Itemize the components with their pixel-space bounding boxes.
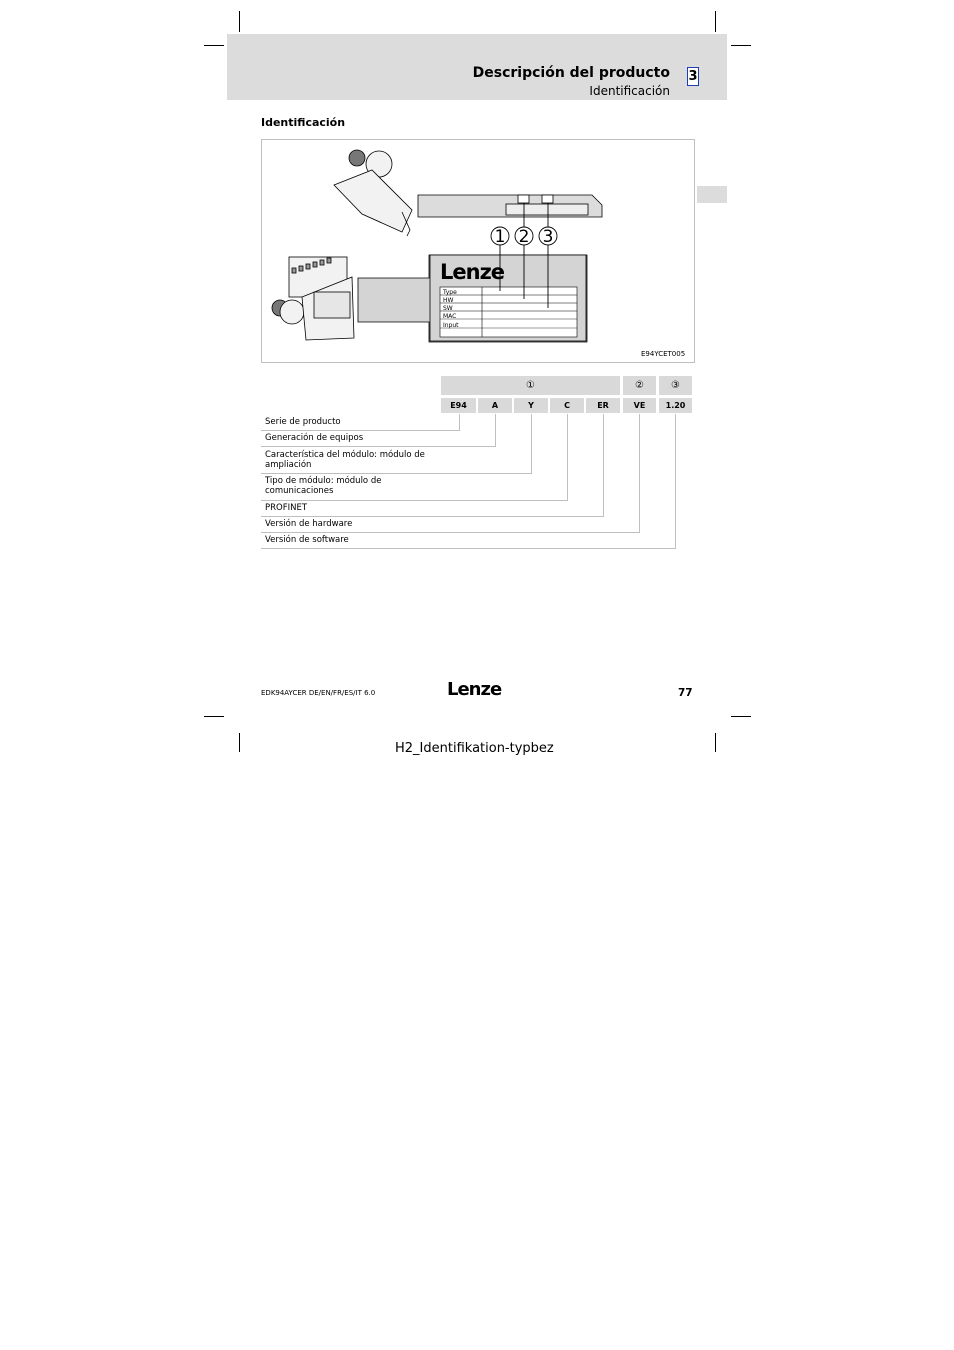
nameplate-row-mac: MAC bbox=[443, 313, 457, 320]
leader-v-7 bbox=[675, 414, 676, 549]
code-cell-y: Y bbox=[514, 398, 548, 413]
code-cell-e94: E94 bbox=[441, 398, 476, 413]
callout-3: 3 bbox=[542, 227, 554, 247]
group-mark-1: ① bbox=[526, 380, 535, 391]
figure-caption: E94YCET005 bbox=[641, 350, 686, 358]
section-title: Identificación bbox=[261, 116, 346, 129]
leader-h-1 bbox=[261, 430, 460, 431]
code-cell-a: A bbox=[478, 398, 512, 413]
row-label-product-series: Serie de producto bbox=[265, 417, 341, 427]
callout-2: 2 bbox=[518, 227, 530, 247]
footer-logo: Lenze bbox=[447, 679, 502, 700]
leader-h-5 bbox=[261, 516, 604, 517]
crop-mark-top-right-h bbox=[731, 45, 751, 46]
chapter-number-badge: 3 bbox=[688, 69, 698, 84]
upper-module-drawing bbox=[334, 150, 412, 236]
label-strip bbox=[418, 195, 602, 217]
lower-module-drawing bbox=[272, 257, 354, 340]
callout-1: 1 bbox=[494, 227, 506, 247]
row-label-software-version: Versión de software bbox=[265, 535, 349, 545]
leader-v-2 bbox=[495, 414, 496, 447]
crop-mark-bottom-right-h bbox=[731, 716, 751, 717]
group-mark-3: ③ bbox=[671, 380, 680, 391]
module-nameplate-illustration bbox=[262, 140, 694, 362]
crop-mark-top-right-v bbox=[715, 11, 716, 32]
row-label-hardware-version: Versión de hardware bbox=[265, 519, 353, 529]
leader-v-1 bbox=[459, 414, 460, 431]
chapter-title: Descripción del producto bbox=[472, 65, 670, 81]
row-label-profinet: PROFINET bbox=[265, 503, 308, 513]
file-label: H2_Identifikation-typbez bbox=[395, 741, 554, 756]
code-cell-er: ER bbox=[586, 398, 620, 413]
leader-v-5 bbox=[603, 414, 604, 517]
crop-mark-bottom-right-v bbox=[715, 733, 716, 752]
leader-v-3 bbox=[531, 414, 532, 474]
leader-h-7 bbox=[261, 548, 676, 549]
leader-h-3 bbox=[261, 473, 532, 474]
chapter-side-tab bbox=[697, 186, 727, 203]
leader-v-4 bbox=[567, 414, 568, 501]
crop-mark-bottom-left-h bbox=[204, 716, 224, 717]
group-mark-2: ② bbox=[635, 380, 644, 391]
page-number: 77 bbox=[678, 687, 693, 699]
type-code-group-1-header bbox=[441, 376, 620, 395]
code-cell-c: C bbox=[550, 398, 584, 413]
nameplate-row-input: Input bbox=[443, 322, 459, 329]
crop-mark-bottom-left-v bbox=[239, 733, 240, 752]
leader-h-6 bbox=[261, 532, 640, 533]
crop-mark-top-left-v bbox=[239, 11, 240, 32]
nameplate-row-sw: SW bbox=[443, 305, 453, 312]
leader-h-2 bbox=[261, 446, 496, 447]
code-cell-version: 1.20 bbox=[659, 398, 692, 413]
chapter-subtitle: Identificación bbox=[589, 84, 670, 98]
footer-document-id: EDK94AYCER DE/EN/FR/ES/IT 6.0 bbox=[261, 689, 376, 697]
row-label-device-generation: Generación de equipos bbox=[265, 433, 364, 443]
code-cell-ve: VE bbox=[623, 398, 656, 413]
leader-v-6 bbox=[639, 414, 640, 533]
type-code-group-2-header bbox=[623, 376, 656, 395]
nameplate-logo: Lenze bbox=[440, 260, 505, 284]
row-label-module-characteristic: Característica del módulo: módulo de ampliación bbox=[265, 450, 425, 470]
crop-mark-top-left-h bbox=[204, 45, 224, 46]
leader-h-4 bbox=[261, 500, 568, 501]
nameplate-row-hw: HW bbox=[443, 297, 454, 304]
nameplate-row-type: Type bbox=[443, 289, 457, 296]
identification-figure bbox=[261, 139, 695, 363]
type-code-group-3-header bbox=[659, 376, 692, 395]
row-label-module-type: Tipo de módulo: módulo de comunicaciones bbox=[265, 476, 382, 496]
